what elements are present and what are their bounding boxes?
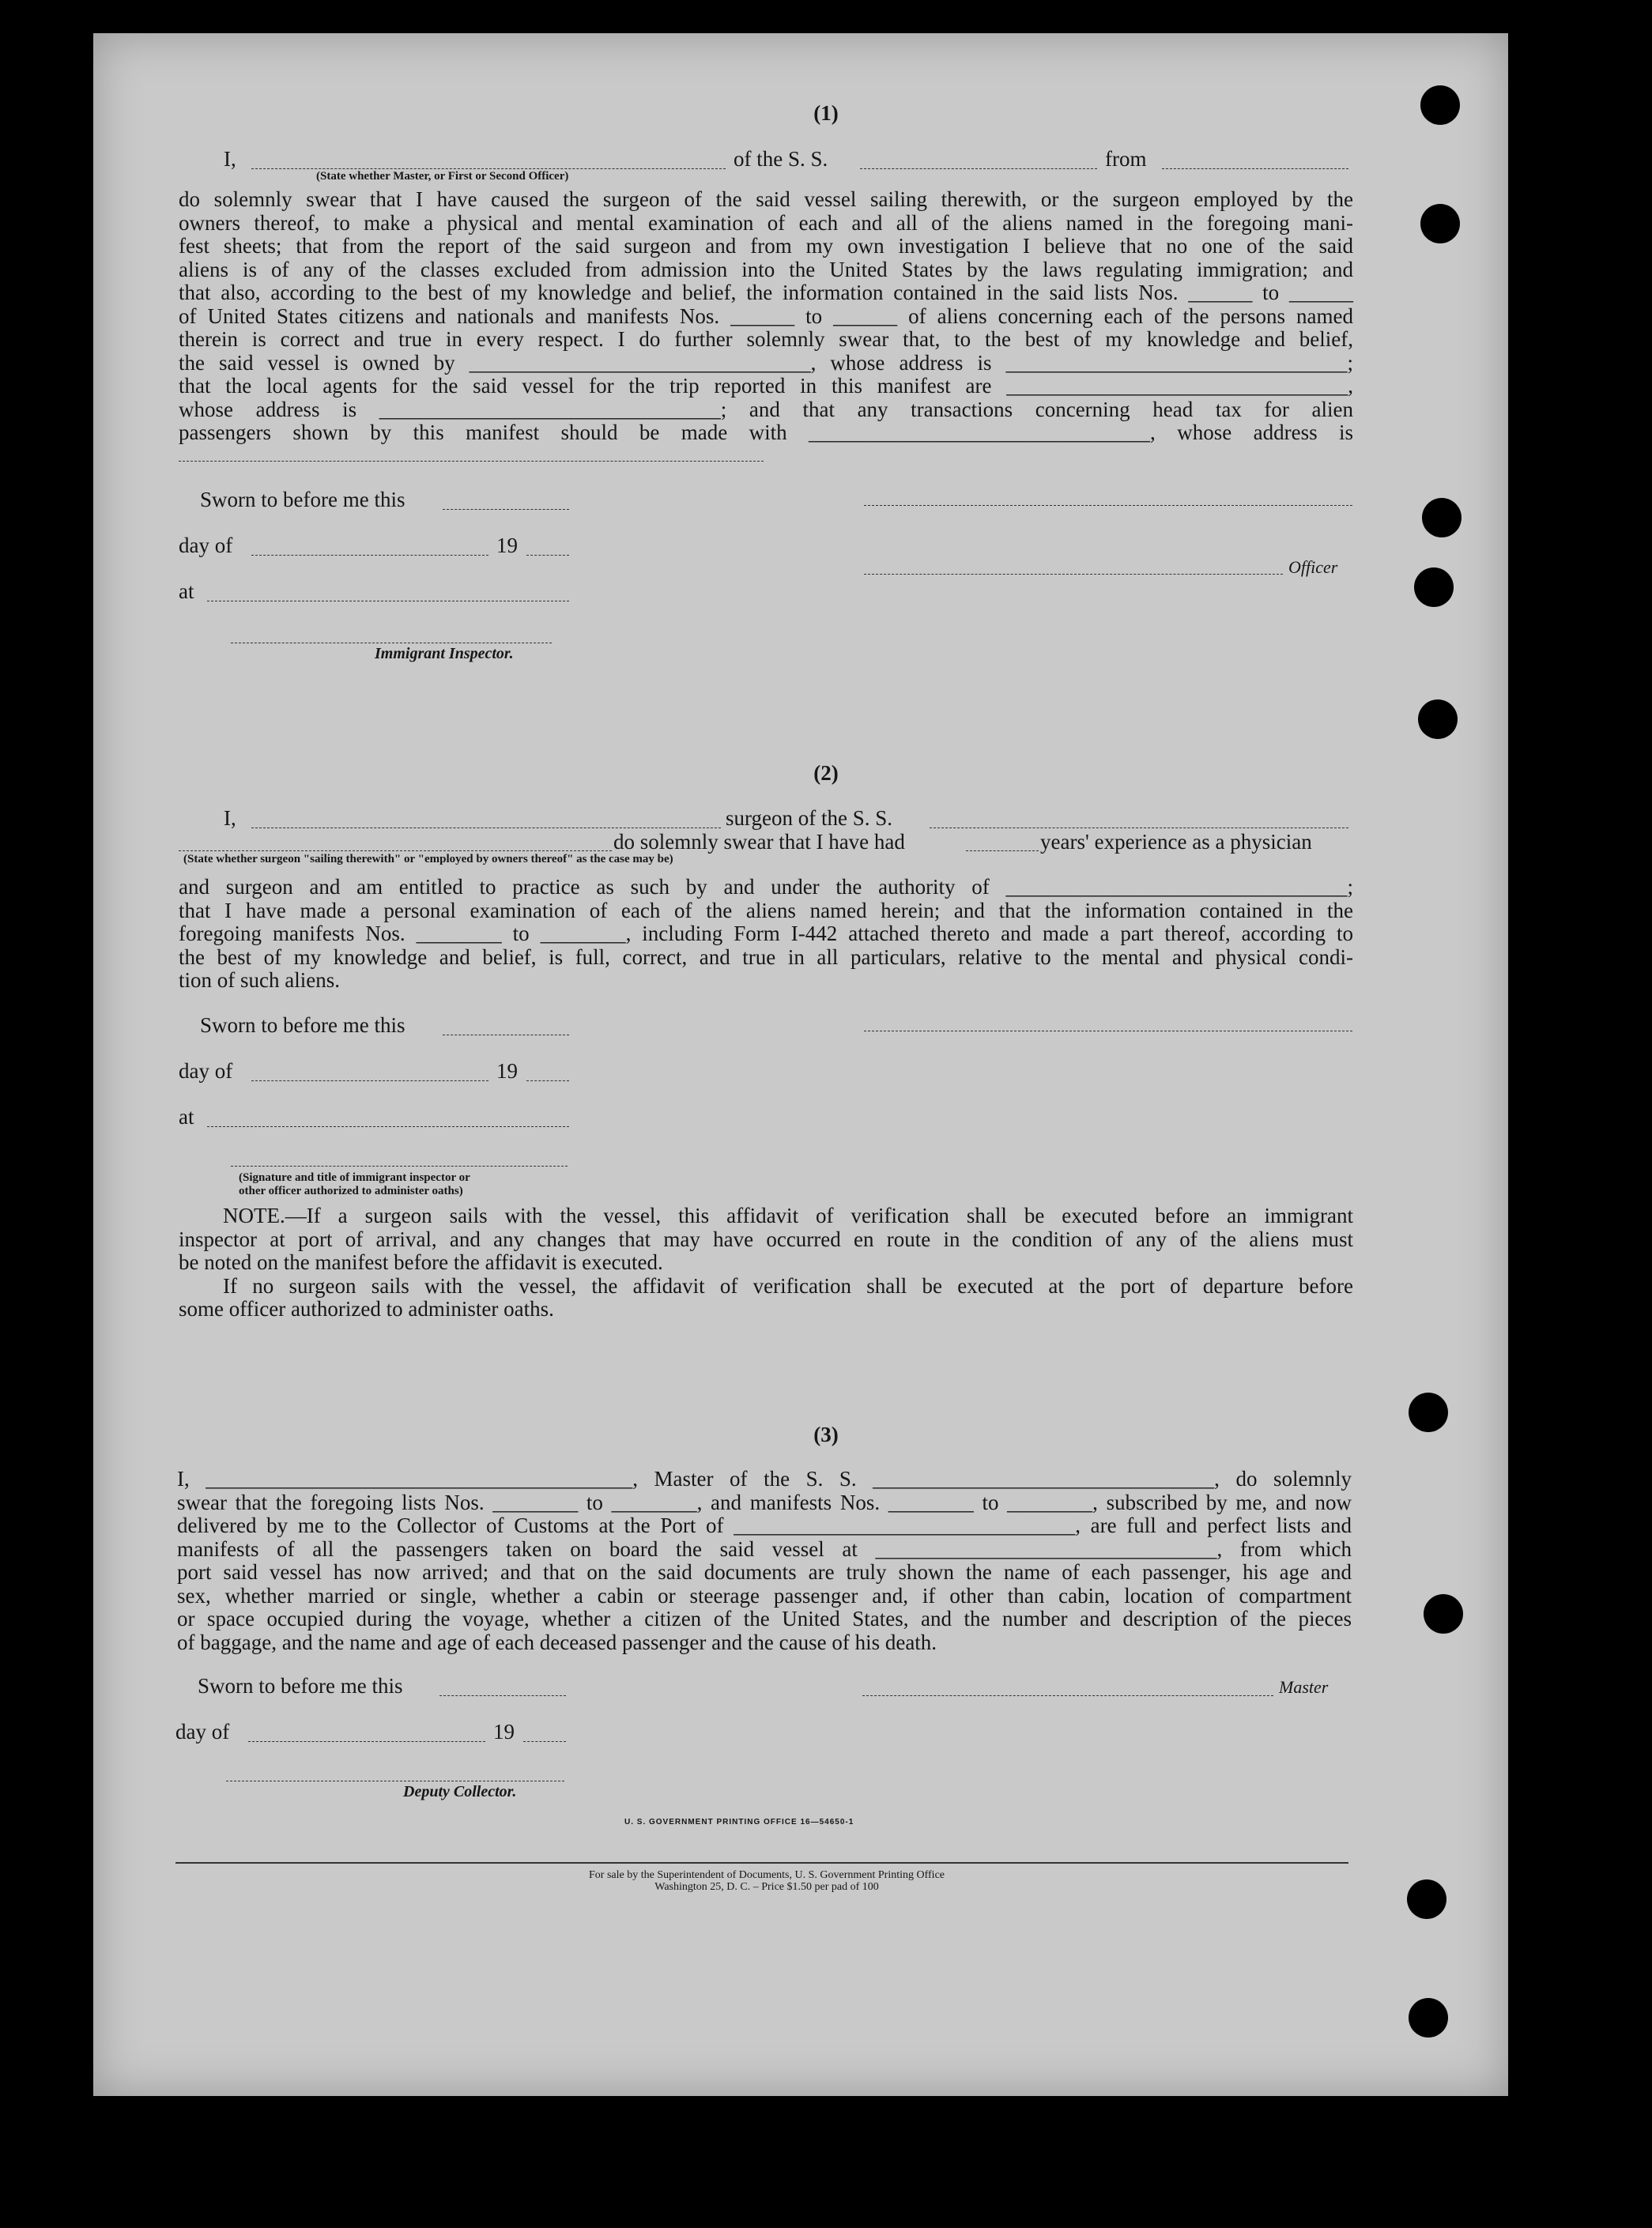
master-signature-line[interactable] [862, 1695, 1273, 1696]
section2-line: the best of my knowledge and belief, is full, correct, and true in all particulars, relative to the mental and physical condi- [179, 944, 1353, 969]
day-field[interactable] [251, 1080, 488, 1081]
section3-line: of baggage, and the name and age of each deceased passenger and the cause of his death. [177, 1630, 937, 1654]
section1-line: therein is correct and true in every respect. I do further solemnly swear that, to the best of my knowledge and belief, [179, 327, 1353, 351]
address-field[interactable] [179, 460, 764, 462]
note-line: inspector at port of arrival, and any changes that may have occurred en route in the condition of any of the aliens must [179, 1227, 1353, 1251]
collector-signature-line[interactable] [226, 1780, 564, 1781]
collector-label: Deputy Collector. [403, 1783, 517, 1800]
sworn-label: Sworn to before me this [200, 1013, 405, 1037]
section3-line: or space occupied during the voyage, whether a citizen of the United States, and the number and description of the pieces [177, 1607, 1352, 1630]
section2-line: that I have made a personal examination of each of the aliens named herein; and that the information contained in the [179, 898, 1353, 922]
section3-line: delivered by me to the Collector of Customs at the Port of ________________________________, are full and perfect lists and [177, 1514, 1352, 1537]
footer-divider [175, 1862, 1348, 1864]
line-from: from [1105, 147, 1147, 171]
section1-line: aliens is of any of the classes excluded from admission into the United States by the laws regulating immigration; and [179, 257, 1353, 281]
vessel-field[interactable] [930, 827, 1348, 828]
officer-signature-line[interactable] [864, 504, 1352, 506]
sworn-date-field[interactable] [443, 1034, 569, 1035]
inspector-signature-line[interactable] [231, 642, 552, 643]
note2-line: If no surgeon sails with the vessel, the affidavit of verification shall be executed at the port of departure before [223, 1273, 1353, 1298]
section1-line: passengers shown by this manifest should be made with ________________________________, whose address is [179, 420, 1353, 444]
year-field[interactable] [523, 1740, 566, 1742]
section3-line: I, ________________________________________, Master of the S. S. ________________________________, do solemnly [177, 1467, 1352, 1491]
years-field[interactable] [966, 850, 1039, 851]
sworn-date-field[interactable] [439, 1695, 566, 1696]
master-label: Master [1279, 1677, 1329, 1697]
section1-line: owners thereof, to make a physical and mental examination of each and all of the aliens named in the foregoing mani- [179, 210, 1353, 235]
line-of-ss: of the S. S. [734, 147, 828, 171]
sworn-label: Sworn to before me this [198, 1674, 403, 1698]
day-of-label: day of [175, 1720, 230, 1744]
section2-line: tion of such aliens. [179, 968, 340, 992]
section3-line: sex, whether married or single, whether a cabin or steerage passenger and, if other than cabin, location of compartment [177, 1583, 1352, 1608]
note-line: NOTE.—If a surgeon sails with the vessel, this affidavit of verification shall be executed before an immigrant [223, 1204, 1353, 1227]
year-label: 19 [496, 533, 518, 557]
at-label: at [179, 579, 194, 603]
day-of-label: day of [179, 1059, 233, 1083]
line-I: I, [224, 806, 236, 830]
note2-line: some officer authorized to administer oaths. [179, 1297, 554, 1321]
day-field[interactable] [251, 554, 488, 556]
section3-line: swear that the foregoing lists Nos. ________ to ________, and manifests Nos. ________ to ________, subscribed by me, and now [177, 1490, 1352, 1514]
vessel-field[interactable] [860, 168, 1097, 169]
punch-hole [1422, 498, 1462, 537]
line-years: years' experience as a physician [1040, 830, 1312, 854]
officer-title-line[interactable] [864, 573, 1283, 575]
name-field[interactable] [251, 168, 726, 169]
punch-hole [1409, 1998, 1448, 2038]
from-field[interactable] [1162, 168, 1348, 169]
at-field[interactable] [207, 1125, 569, 1127]
caption-surgeon: (State whether surgeon "sailing therewith" or "employed by owners thereof" as the case may be) [183, 853, 673, 865]
line-surgeon: surgeon of the S. S. [726, 806, 893, 830]
at-label: at [179, 1105, 194, 1129]
inspector-signature-line[interactable] [231, 1165, 568, 1167]
surgeon-type-field[interactable] [179, 850, 612, 851]
caption-master: (State whether Master, or First or Second Officer) [316, 170, 569, 183]
sale-line: Washington 25, D. C. – Price $1.50 per pad of 100 [654, 1881, 879, 1893]
section2-line: foregoing manifests Nos. ________ to ________, including Form I-442 attached thereto and made a part thereof, according to [179, 922, 1353, 945]
caption-signature: other officer authorized to administer oaths) [239, 1185, 463, 1197]
year-field[interactable] [526, 1080, 569, 1081]
day-of-label: day of [179, 533, 233, 557]
section-number: (2) [813, 761, 839, 785]
section-number: (3) [813, 1423, 839, 1446]
section1-line: whose address is ________________________________; and that any transactions concerning head tax for alien [179, 397, 1353, 421]
inspector-label: Immigrant Inspector. [375, 645, 514, 662]
punch-hole [1418, 699, 1458, 739]
punch-hole [1414, 567, 1454, 607]
name-field[interactable] [251, 827, 721, 828]
section3-line: port said vessel has now arrived; and that on the said documents are truly shown the name of each passenger, his age and [177, 1560, 1352, 1584]
section3-line: manifests of all the passengers taken on board the said vessel at ________________________________, from which [177, 1536, 1352, 1561]
line-I: I, [224, 147, 236, 171]
year-label: 19 [493, 1720, 515, 1744]
surgeon-signature-line[interactable] [864, 1030, 1352, 1031]
line-swear: do solemnly swear that I have had [613, 830, 905, 854]
printing-office-imprint: U. S. GOVERNMENT PRINTING OFFICE 16—54650-1 [624, 1818, 854, 1827]
section1-line: that also, according to the best of my knowledge and belief, the information contained in the said lists Nos. ______ to ______ [179, 281, 1353, 304]
section1-line: that the local agents for the said vessel for the trip reported in this manifest are ________________________________, [179, 374, 1353, 398]
caption-signature: (Signature and title of immigrant inspector or [239, 1171, 470, 1184]
section-number: (1) [813, 101, 839, 125]
officer-label: Officer [1288, 557, 1338, 577]
day-field[interactable] [248, 1740, 485, 1742]
punch-hole [1420, 204, 1460, 243]
note-line: be noted on the manifest before the affidavit is executed. [179, 1250, 663, 1274]
year-field[interactable] [526, 554, 569, 556]
section1-line: do solemnly swear that I have caused the surgeon of the said vessel sailing therewith, or the surgeon employed by the [179, 187, 1353, 211]
sworn-date-field[interactable] [443, 508, 569, 510]
year-label: 19 [496, 1059, 518, 1083]
sworn-label: Sworn to before me this [200, 488, 405, 511]
section1-line: the said vessel is owned by ________________________________, whose address is ________________________________; [179, 350, 1353, 375]
punch-hole [1424, 1594, 1463, 1634]
sale-line: For sale by the Superintendent of Documents, U. S. Government Printing Office [589, 1869, 945, 1881]
section1-line: of United States citizens and nationals and manifests Nos. ______ to ______ of aliens concerning each of the persons named [179, 303, 1353, 328]
section1-line: fest sheets; that from the report of the said surgeon and from my own investigation I believe that no one of the said [179, 234, 1353, 258]
section2-line: and surgeon and am entitled to practice as such by and under the authority of ________________________________; [179, 875, 1353, 899]
at-field[interactable] [207, 600, 569, 601]
